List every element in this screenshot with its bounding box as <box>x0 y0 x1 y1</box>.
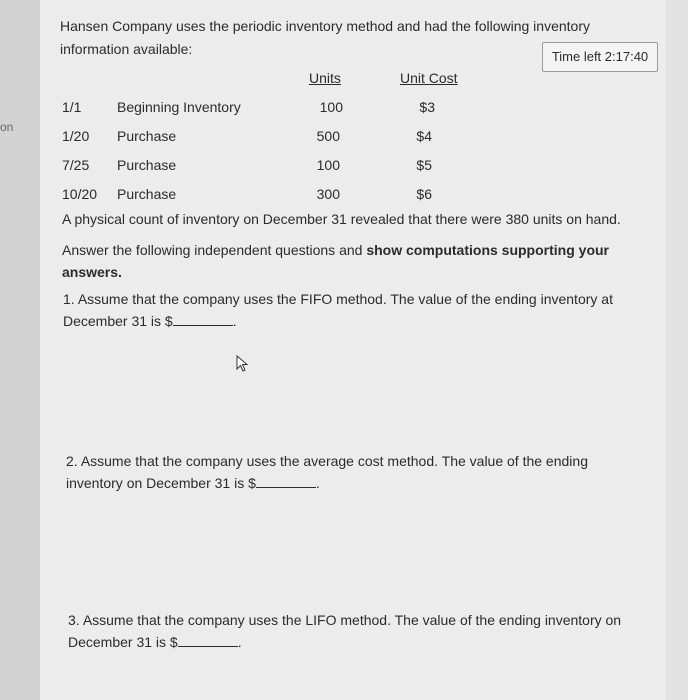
question-3: 3. Assume that the company uses the LIFO method. The value of the ending inventory on December 31 is $ . <box>68 612 622 650</box>
question-1: 1. Assume that the company uses the FIFO method. The value of the ending inventory at December 31 is $ . <box>63 291 613 329</box>
row-description: Purchase <box>117 157 177 173</box>
row-units: 500 <box>316 128 340 144</box>
row-unit-cost: $4 <box>416 128 432 144</box>
question-number: 3. <box>68 612 80 628</box>
row-unit-cost: $6 <box>416 186 432 202</box>
answer-blank[interactable] <box>256 475 316 488</box>
row-units: 100 <box>316 157 340 173</box>
units-header: Units <box>309 70 341 86</box>
physical-count-text: A physical count of inventory on December 31 revealed that there were 380 units on hand. <box>62 211 621 227</box>
row-unit-cost: $5 <box>416 157 432 173</box>
row-date: 10/20 <box>62 186 98 202</box>
left-margin <box>0 0 40 700</box>
side-text-fragment: on <box>0 120 14 134</box>
unit-cost-header: Unit Cost <box>400 70 458 86</box>
row-unit-cost: $3 <box>419 99 435 115</box>
row-description: Purchase <box>117 186 177 202</box>
row-description: Purchase <box>117 128 177 144</box>
time-left-badge: Time left 2:17:40 <box>542 42 658 72</box>
row-units: 300 <box>316 186 340 202</box>
row-date: 7/25 <box>62 157 90 173</box>
question-number: 2. <box>66 453 78 469</box>
row-units: 100 <box>319 99 343 115</box>
question-2: 2. Assume that the company uses the average cost method. The value of the ending inventory on December 31 is $ . <box>66 453 588 491</box>
row-description: Beginning Inventory <box>117 99 241 115</box>
intro-text: Hansen Company uses the periodic inventory method and had the following inventory information available: <box>60 18 590 57</box>
instructions-text <box>62 239 632 283</box>
row-date: 1/20 <box>62 128 90 144</box>
answer-blank[interactable] <box>178 634 238 647</box>
instructions-bold: show computations supporting your answers. <box>62 242 609 280</box>
instructions-prefix: Answer the following independent questions and <box>62 242 367 258</box>
mouse-cursor-icon <box>236 355 250 378</box>
answer-blank[interactable] <box>173 313 233 326</box>
row-date: 1/1 <box>62 99 82 115</box>
question-text: Assume that the company uses the FIFO method. The value of the ending inventory at December 31 is $ <box>63 291 613 329</box>
question-number: 1. <box>63 291 75 307</box>
question-text: Assume that the company uses the average cost method. The value of the ending inventory on December 31 is $ <box>66 453 588 491</box>
right-margin <box>666 0 688 700</box>
question-text: Assume that the company uses the LIFO method. The value of the ending inventory on December 31 is $ <box>68 612 622 650</box>
